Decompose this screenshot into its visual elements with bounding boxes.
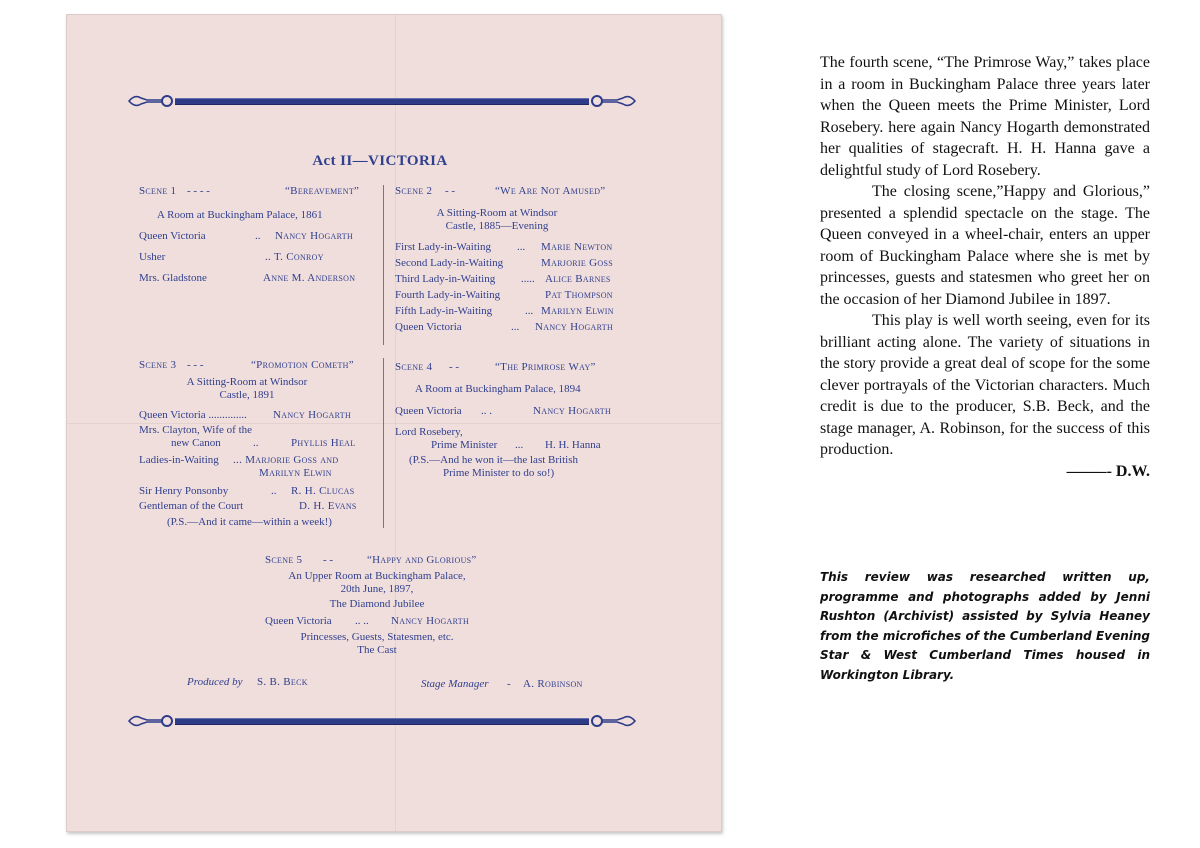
scene-2-cast-sep: ..... [521,273,535,285]
scene-4-cast-role: Queen Victoria [395,405,462,417]
scene-3-cast-role: Ladies-in-Waiting [139,454,219,466]
scene-2-cast-actor: Marilyn Elwin [541,305,614,317]
scene-1-cast-actor: Anne M. Anderson [263,272,356,284]
review-signature: ——–- D.W. [1066,462,1150,480]
scene-3-cast-role: Queen Victoria .............. [139,409,247,421]
scene-4-cast-actor: Nancy Hogarth [533,405,612,417]
scene-2-cast-role: Fourth Lady-in-Waiting [395,289,501,301]
scene-1-cast-actor: .. T. Conroy [265,251,324,263]
scene-3-setting-2: Castle, 1891 [219,389,275,401]
scene-2-cast-actor: Marjorie Goss [541,257,613,269]
top-decorative-rule [127,93,637,109]
scene-3-label: Scene 3 [139,359,177,371]
scene-3-cast-actor: Marilyn Elwin [259,467,332,479]
scene-5-cast-sep: .. .. [355,615,369,627]
stage-manager-sep: - [507,678,511,690]
review-paragraph-3: This play is well worth seeing, even for its brilliant acting alone. The variety of situations in the story provide a great deal of scope for the some clever portrayals of the Victorian characters. Much credit is due to the producer, S.B. Beck, and the stage manager, A. Robinson, for the success of this production. [820,312,1150,458]
scene-4-note-1: (P.S.—And he won it—the last British [409,454,578,466]
scene-5-extras: Princesses, Guests, Statesmen, etc. [300,631,454,643]
scene-2-cast-actor: Pat Thompson [545,289,613,301]
review-paragraph-2: The closing scene,”Happy and Glorious,” presented a splendid spectacle on the stage. The Queen conveyed in a wheel-chair, enters an upper room of Buckingham Palace where she is met by princesses, guests and statesmen who greet her on the occasion of her Diamond Jubilee in 1897. [820,183,1150,308]
scene-3-cast-role: Mrs. Clayton, Wife of the [139,424,253,436]
rule-right-finial-icon [589,93,637,109]
scene-2-cast-role: First Lady-in-Waiting [395,241,491,253]
scene-2-cast-actor: Marie Newton [541,241,613,253]
scene-3-note: (P.S.—And it came—within a week!) [167,516,332,528]
scene-2-setting-2: Castle, 1885—Evening [445,220,549,232]
scene-3-title: “Promotion Cometh” [251,359,354,371]
scene-3-cast-role: Gentleman of the Court [139,500,244,512]
scene-4-cast-role: Lord Rosebery, [395,426,463,438]
scene-3-cast-actor: D. H. Evans [299,500,357,512]
rule-right-finial-icon [589,713,637,729]
scene-1-label: Scene 1 [139,185,177,197]
scene-5-dashes: - - [323,554,334,566]
scene-3-cast-actor: R. H. Clucas [291,485,355,497]
scene-1-cast-role: Mrs. Gladstone [139,272,207,284]
scene-2-cast-role: Fifth Lady-in-Waiting [395,305,493,317]
scene-1-dashes: - - - - [187,185,210,197]
column-divider-upper [383,185,384,345]
scene-2-cast-role: Third Lady-in-Waiting [395,273,496,285]
scene-5-setting-1: An Upper Room at Buckingham Palace, [288,570,466,582]
scene-5-the-cast: The Cast [357,644,397,656]
scene-3-cast-actor: Phyllis Heal [291,437,356,449]
scene-3-dashes: - - - [187,359,204,371]
scene-4-title: “The Primrose Way” [495,361,596,373]
scene-2-cast-actor: Alice Barnes [545,273,611,285]
scene-3-cast-role: new Canon [171,437,221,449]
scene-2-cast-sep: ... [517,241,526,253]
scene-1-cast-role: Queen Victoria [139,230,206,242]
scene-5-setting-2: 20th June, 1897, [340,583,414,595]
scene-2-cast-sep: ... [525,305,534,317]
scene-3-cast-actor: ... Marjorie Goss and [233,454,339,466]
scene-3-setting-1: A Sitting-Room at Windsor [186,376,308,388]
scene-5-title: “Happy and Glorious” [367,554,477,566]
scene-2-cast-role: Queen Victoria [395,321,462,333]
scene-1-cast-sep: .. [255,230,261,242]
scene-3-cast-role: Sir Henry Ponsonby [139,485,229,497]
scene-3-cast-actor: Nancy Hogarth [273,409,352,421]
scene-5-cast-actor: Nancy Hogarth [391,615,470,627]
scene-5-label: Scene 5 [265,554,303,566]
scene-1-setting: A Room at Buckingham Palace, 1861 [157,209,323,221]
scene-2-cast-role: Second Lady-in-Waiting [395,257,504,269]
scene-2-label: Scene 2 [395,185,433,197]
bottom-decorative-rule [127,713,637,729]
scene-1-title: “Bereavement” [285,185,360,197]
column-divider-lower [383,358,384,528]
scene-2-dashes: - - [445,185,456,197]
act-title: Act II—VICTORIA [312,153,448,169]
scene-4-setting: A Room at Buckingham Palace, 1894 [415,383,581,395]
produced-by-label: Produced by [187,676,243,688]
scene-5-setting-3: The Diamond Jubilee [329,598,425,610]
programme-scan [66,14,722,832]
scene-4-cast-sep: .. . [481,405,492,417]
rule-left-finial-icon [127,713,175,729]
scene-4-note-2: Prime Minister to do so!) [443,467,555,479]
scene-3-cast-sep: .. [271,485,277,497]
scene-4-dashes: - - [449,361,460,373]
stage-manager-label: Stage Manager [421,678,489,690]
scene-2-setting-1: A Sitting-Room at Windsor [436,207,558,219]
scene-2-title: “We Are Not Amused” [495,185,606,197]
scene-5-cast-role: Queen Victoria [265,615,332,627]
scene-4-cast-sep: ... [515,439,524,451]
scene-4-cast-actor: H. H. Hanna [545,439,601,451]
producer-name: S. B. Beck [257,676,308,688]
rule-left-finial-icon [127,93,175,109]
scene-1-cast-actor: Nancy Hogarth [275,230,354,242]
review-article [820,52,1150,482]
scene-1-cast-role: Usher [139,251,166,263]
rule-bar [175,718,589,725]
scene-2-cast-actor: Nancy Hogarth [535,321,614,333]
archivist-credit: This review was researched written up, programme and photographs added by Jenni Rushton (Archivist) assisted by Sylvia Heaney from the microfiches of the Cumberland Evening Star & West Cumberland Times housed in Workington Library. [820,570,1150,682]
review-paragraph-1: The fourth scene, “The Primrose Way,” takes place in a room in Buckingham Palace three years later when the Queen meets the Prime Minister, Lord Rosebery. here again Nancy Hogarth demonstrated her qualities of stagecraft. H. H. Hanna gave a delightful study of Lord Rosebery. [820,54,1150,179]
scene-4-cast-role: Prime Minister [431,439,498,451]
scene-3-cast-sep: .. [253,437,259,449]
stage-manager-name: A. Robinson [523,678,583,690]
rule-bar [175,98,589,105]
scene-4-label: Scene 4 [395,361,433,373]
scene-2-cast-sep: ... [511,321,520,333]
